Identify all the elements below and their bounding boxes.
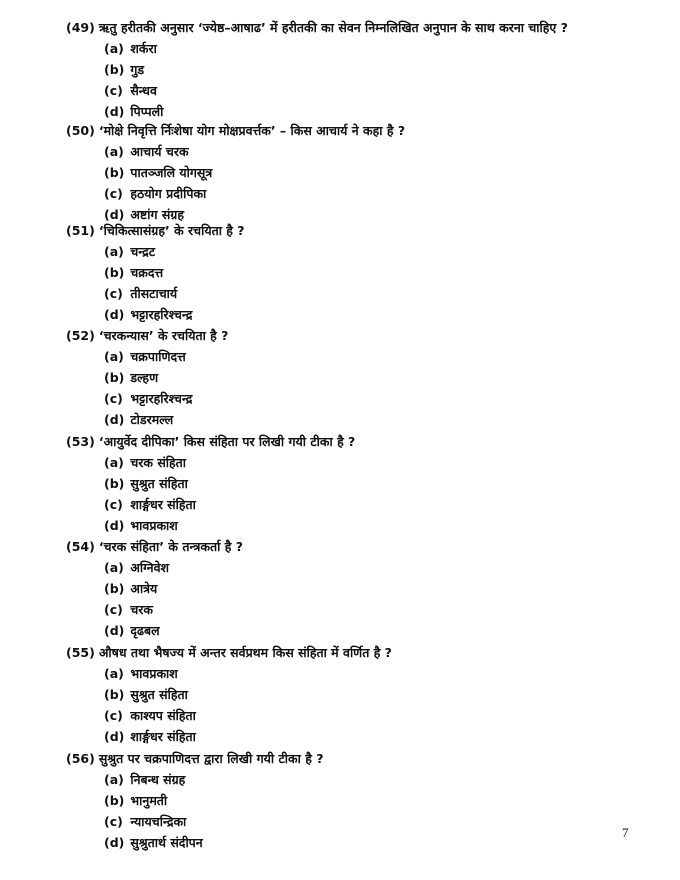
option-item: [104, 664, 656, 685]
option-item: [104, 833, 656, 854]
option-text: शर्करा: [130, 41, 157, 56]
question-54: [66, 538, 656, 642]
option-item: [104, 791, 656, 812]
option-label: (b): [104, 370, 125, 385]
option-item: [104, 812, 656, 833]
option-label: (a): [104, 772, 124, 787]
option-label: (d): [104, 835, 125, 850]
question-text: ‘चरक संहिता’ के तन्त्रकर्ता है ?: [98, 539, 243, 554]
option-text: अग्निवेश: [130, 560, 170, 575]
option-item: [104, 368, 656, 389]
option-text: शार्ङ्गधर संहिता: [130, 729, 196, 744]
option-list: [104, 142, 656, 226]
option-list: [104, 347, 656, 431]
option-item: [104, 410, 656, 431]
option-item: [104, 102, 656, 123]
question-number: (49): [66, 20, 95, 35]
option-item: [104, 600, 656, 621]
question-56: [66, 750, 656, 854]
option-item: [104, 142, 656, 163]
option-label: (b): [104, 793, 125, 808]
option-item: [104, 284, 656, 305]
option-text: भट्टारहरिश्चन्द्र: [130, 307, 193, 322]
option-text: सुश्रुत संहिता: [130, 687, 188, 702]
option-item: [104, 516, 656, 537]
option-label: (b): [104, 165, 125, 180]
option-text: न्यायचन्द्रिका: [130, 814, 187, 829]
option-text: पिप्पली: [130, 104, 164, 119]
option-text: आचार्य चरक: [130, 144, 189, 159]
option-item: [104, 60, 656, 81]
option-text: भट्टारहरिश्चन्द्र: [130, 391, 193, 406]
option-text: भावप्रकाश: [130, 518, 178, 533]
option-list: [104, 242, 656, 326]
option-text: निबन्ध संग्रह: [130, 772, 186, 787]
option-item: [104, 579, 656, 600]
option-label: (c): [104, 83, 123, 98]
option-item: [104, 621, 656, 642]
question-50: [66, 122, 656, 226]
option-item: [104, 685, 656, 706]
question-55: [66, 644, 656, 748]
question-text: ‘चरकन्यास’ के रचयिता है ?: [98, 328, 229, 343]
option-item: [104, 389, 656, 410]
option-item: [104, 727, 656, 748]
option-list: [104, 39, 656, 123]
question-line: [66, 122, 656, 140]
option-text: भावप्रकाश: [130, 666, 178, 681]
option-list: [104, 770, 656, 854]
option-item: [104, 706, 656, 727]
option-label: (a): [104, 560, 124, 575]
option-item: [104, 347, 656, 368]
option-label: (a): [104, 666, 124, 681]
option-text: सुश्रुतार्थ संदीपन: [130, 835, 203, 850]
question-line: [66, 19, 656, 37]
option-text: दृढबल: [130, 623, 160, 638]
option-item: [104, 81, 656, 102]
question-52: [66, 327, 656, 431]
option-text: चक्रदत्त: [130, 265, 164, 280]
option-text: काश्यप संहिता: [130, 708, 196, 723]
option-item: [104, 474, 656, 495]
question-text: सुश्रुत पर चक्रपाणिदत्त द्वारा लिखी गयी टीका है ?: [98, 751, 324, 766]
question-text: ‘चिकित्सासंग्रह’ के रचयिता है ?: [98, 223, 245, 238]
question-number: (51): [66, 223, 95, 238]
option-text: अष्टांग संग्रह: [130, 207, 184, 222]
question-line: [66, 327, 656, 345]
option-text: टोडरमल्ल: [130, 412, 174, 427]
question-text: ऋतु हरीतकी अनुसार ‘ज्येष्ठ–आषाढ’ में हरीतकी का सेवन निम्नलिखित अनुपान के साथ करना चाहिए ?: [98, 20, 568, 35]
option-text: गुड: [130, 62, 145, 77]
option-label: (a): [104, 244, 124, 259]
option-label: (c): [104, 602, 123, 617]
option-list: [104, 664, 656, 748]
option-label: (d): [104, 104, 125, 119]
question-line: [66, 222, 656, 240]
option-list: [104, 453, 656, 537]
option-item: [104, 39, 656, 60]
option-label: (c): [104, 286, 123, 301]
option-text: पातञ्जलि योगसूत्र: [130, 165, 213, 180]
option-label: (d): [104, 518, 125, 533]
question-text: ‘आयुर्वेद दीपिका’ किस संहिता पर लिखी गयी टीका है ?: [98, 434, 356, 449]
question-line: [66, 644, 656, 662]
question-line: [66, 538, 656, 556]
option-label: (a): [104, 455, 124, 470]
question-text: औषध तथा भैषज्य में अन्तर सर्वप्रथम किस संहिता में वर्णित है ?: [98, 645, 392, 660]
option-text: तीसटाचार्य: [130, 286, 178, 301]
option-text: भानुमती: [130, 793, 168, 808]
option-item: [104, 770, 656, 791]
option-text: चरक: [130, 602, 154, 617]
question-53: [66, 433, 656, 537]
option-text: सैन्धव: [130, 83, 157, 98]
option-text: चरक संहिता: [130, 455, 187, 470]
option-text: सुश्रुत संहिता: [130, 476, 188, 491]
option-text: डल्हण: [130, 370, 159, 385]
question-line: [66, 750, 656, 768]
option-label: (d): [104, 412, 125, 427]
question-51: [66, 222, 656, 326]
option-label: (b): [104, 476, 125, 491]
option-label: (a): [104, 144, 124, 159]
option-label: (c): [104, 391, 123, 406]
option-item: [104, 495, 656, 516]
option-item: [104, 453, 656, 474]
option-text: आत्रेय: [130, 581, 158, 596]
option-label: (c): [104, 497, 123, 512]
option-item: [104, 184, 656, 205]
option-label: (c): [104, 814, 123, 829]
question-number: (55): [66, 645, 95, 660]
question-number: (53): [66, 434, 95, 449]
option-label: (b): [104, 687, 125, 702]
option-item: [104, 305, 656, 326]
option-text: चक्रपाणिदत्त: [130, 349, 186, 364]
question-number: (56): [66, 751, 95, 766]
option-text: हठयोग प्रदीपिका: [130, 186, 207, 201]
option-item: [104, 263, 656, 284]
option-label: (d): [104, 623, 125, 638]
option-item: [104, 558, 656, 579]
option-label: (a): [104, 349, 124, 364]
option-text: चन्द्रट: [130, 244, 156, 259]
option-label: (a): [104, 41, 124, 56]
option-label: (b): [104, 62, 125, 77]
option-label: (c): [104, 186, 123, 201]
option-label: (d): [104, 729, 125, 744]
option-item: [104, 163, 656, 184]
option-label: (c): [104, 708, 123, 723]
option-text: शार्ङ्गधर संहिता: [130, 497, 196, 512]
option-label: (b): [104, 581, 125, 596]
option-list: [104, 558, 656, 642]
question-number: (52): [66, 328, 95, 343]
option-label: (b): [104, 265, 125, 280]
question-text: ‘मोक्षे निवृत्ति र्निःशेषा योग मोक्षप्रवर्त्तक’ – किस आचार्य ने कहा है ?: [98, 123, 406, 138]
question-number: (50): [66, 123, 95, 138]
option-item: [104, 242, 656, 263]
question-49: [66, 19, 656, 123]
question-line: [66, 433, 656, 451]
option-label: (d): [104, 207, 125, 222]
page-number: 7: [622, 825, 629, 840]
option-label: (d): [104, 307, 125, 322]
question-number: (54): [66, 539, 95, 554]
